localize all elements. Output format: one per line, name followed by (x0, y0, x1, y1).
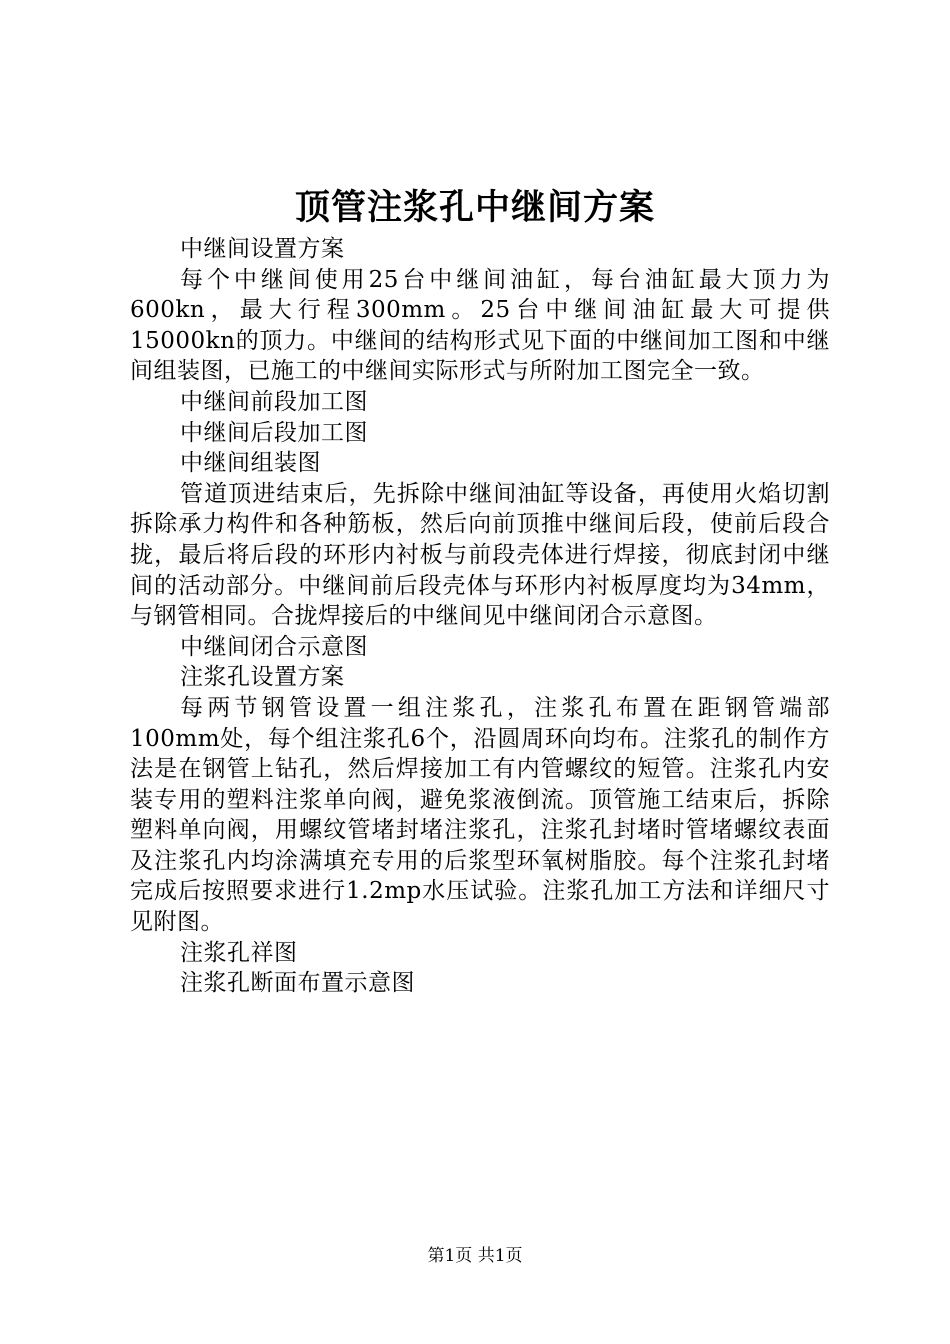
section-heading-grout-hole-setup: 注浆孔设置方案 (180, 664, 345, 691)
document-body (130, 234, 830, 999)
figure-caption-assembly: 中继间组装图 (180, 450, 321, 477)
document-title: 顶管注浆孔中继间方案 (294, 187, 655, 228)
figure-caption-front-section: 中继间前段加工图 (180, 388, 368, 415)
figure-caption-grout-hole-section: 注浆孔断面布置示意图 (180, 970, 415, 997)
figure-caption-grout-hole-detail: 注浆孔祥图 (180, 939, 298, 966)
section-heading-relay-setup: 中继间设置方案 (180, 236, 345, 262)
figure-caption-closure: 中继间闭合示意图 (180, 633, 368, 660)
paragraph-grout-holes: 每两节钢管设置一组注浆孔，注浆孔布置在距钢管端部100mm处，每个组注浆孔6个，沿圆周环向均布。注浆孔的制作方法是在钢管上钻孔，然后焊接加工有内管螺纹的短管。注浆孔内安装专用的塑料注浆单向阀，避免浆液倒流。顶管施工结束后，拆除塑料单向阀，用螺纹管堵封堵注浆孔，注浆孔封堵时管堵螺纹表面及注浆孔内均涂满填充专用的后浆型环氧树脂胶。每个注浆孔封堵完成后按照要求进行1.2mp水压试验。注浆孔加工方法和详细尺寸见附图。 (130, 694, 830, 936)
paragraph-relay-cylinders: 每个中继间使用25台中继间油缸，每台油缸最大顶力为600kn，最大行程300mm。25台中继间油缸最大可提供15000kn的顶力。中继间的结构形式见下面的中继间加工图和中继间组装图，已施工的中继间实际形式与所附加工图完全一致。 (130, 266, 830, 385)
figure-caption-rear-section: 中继间后段加工图 (180, 419, 368, 446)
page-footer: 第1页 共1页 (427, 1246, 523, 1266)
paragraph-relay-closure: 管道顶进结束后，先拆除中继间油缸等设备，再使用火焰切割拆除承力构件和各种筋板，然后向前顶推中继间后段，使前后段合拢，最后将后段的环形内衬板与前段壳体进行焊接，彻底封闭中继间的活动部分。中继间前后段壳体与环形内衬板厚度均为34mm，与钢管相同。合拢焊接后的中继间见中继间闭合示意图。 (130, 480, 830, 630)
